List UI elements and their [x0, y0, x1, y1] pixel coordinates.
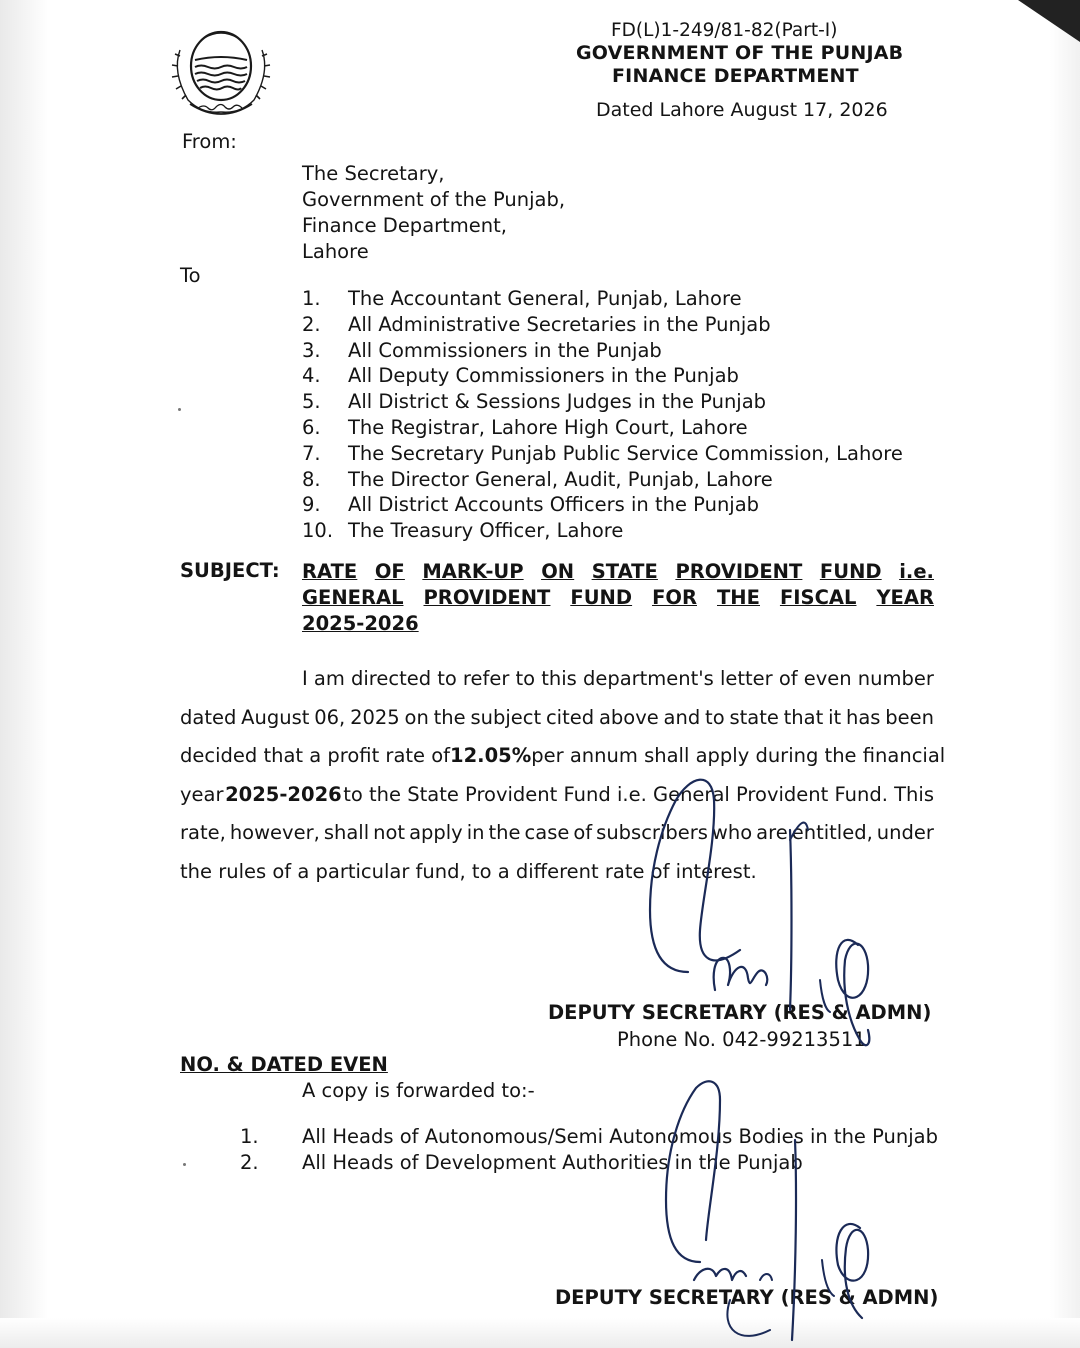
recipient-text: The Secretary Punjab Public Service Commission, Lahore	[348, 441, 903, 465]
list-item	[302, 441, 903, 467]
page-shadow-right	[1050, 0, 1080, 1348]
punjab-emblem-icon	[168, 20, 274, 120]
government-name: GOVERNMENT OF THE PUNJAB	[576, 42, 904, 64]
word: am	[313, 667, 345, 690]
word: MARK-UP	[422, 560, 524, 583]
subject-line	[302, 585, 934, 611]
body-text: to the State Provident Fund i.e. General Provident Fund. This	[343, 782, 934, 806]
body-line: the rules of a particular fund, to a different rate of interest.	[180, 859, 757, 883]
word: that	[783, 705, 824, 729]
body-text: per annum shall apply during the financial	[531, 744, 946, 767]
word: YEAR	[876, 586, 934, 609]
recipient-text: The Registrar, Lahore High Court, Lahore	[348, 415, 748, 439]
body-line	[180, 737, 946, 776]
copy-recipient: All Heads of Development Authorities in the Punjab	[302, 1151, 803, 1174]
word: to	[437, 667, 457, 690]
word: to	[705, 705, 725, 729]
page-corner	[1018, 0, 1080, 42]
page-shadow-bottom	[0, 1318, 1080, 1348]
word: under	[876, 821, 934, 844]
recipient-text: The Director General, Audit, Punjab, Lahore	[348, 467, 773, 491]
body-line	[180, 814, 934, 853]
signature-stroke	[694, 1269, 746, 1280]
word: department's	[582, 667, 714, 690]
copy-list	[240, 1124, 938, 1176]
word: state	[729, 705, 779, 729]
word: however,	[229, 821, 320, 844]
recipient-text: All Administrative Secretaries in the Punjab	[348, 312, 771, 336]
word: the	[433, 705, 466, 729]
list-number: 8.	[302, 467, 321, 491]
list-item	[302, 492, 903, 518]
copy-recipient: All Heads of Autonomous/Semi Autonomous Bodies in the Punjab	[302, 1125, 938, 1148]
word: dated	[180, 705, 237, 729]
word: case	[524, 821, 570, 844]
word: number	[857, 667, 934, 690]
to-label: To	[180, 264, 201, 287]
word: OF	[374, 560, 405, 583]
letter-body	[180, 660, 946, 891]
word: rate,	[180, 821, 226, 844]
list-number: 1.	[240, 1125, 259, 1148]
word: are	[756, 821, 788, 844]
word: FOR	[652, 586, 697, 609]
list-item	[302, 389, 903, 415]
list-number: 1.	[302, 287, 321, 310]
file-number: FD(L)1-249/81-82(Part-I)	[611, 20, 838, 41]
body-text: decided that a profit rate of	[180, 744, 451, 767]
signature-stroke	[760, 1274, 772, 1280]
body-line	[180, 660, 934, 699]
copy-forwarded-text: A copy is forwarded to:-	[302, 1079, 535, 1102]
signature-stroke	[714, 958, 768, 990]
word: in	[466, 821, 485, 844]
list-number: 9.	[302, 493, 321, 517]
word: ON	[541, 560, 575, 583]
recipient-text: The Accountant General, Punjab, Lahore	[348, 287, 742, 310]
word: GENERAL	[302, 586, 404, 609]
word: directed	[350, 667, 432, 690]
phone-number: Phone No. 042-99213511	[617, 1028, 866, 1051]
word: subject	[470, 705, 542, 729]
body-text: year	[180, 782, 224, 806]
fiscal-year: 2025-2026	[225, 782, 342, 806]
recipient-text: All Commissioners in the Punjab	[348, 338, 662, 362]
list-item	[302, 286, 903, 312]
list-number: 7.	[302, 441, 321, 465]
list-number: 3.	[302, 338, 321, 362]
word: been	[885, 705, 934, 729]
word: the	[488, 821, 521, 844]
word: STATE	[591, 560, 658, 583]
word: refer	[462, 667, 510, 690]
word: who	[711, 821, 753, 844]
body-line	[180, 776, 934, 815]
list-item	[302, 338, 903, 364]
signatory-title: DEPUTY SECRETARY (RES & ADMN)	[548, 1001, 932, 1024]
word: i.e.	[899, 560, 934, 583]
word: August	[241, 705, 310, 729]
word: I	[302, 667, 308, 690]
list-number: 2.	[302, 312, 321, 336]
word: PROVIDENT	[423, 586, 551, 609]
word: on	[404, 705, 429, 729]
list-item	[302, 363, 903, 389]
recipient-text: All District & Sessions Judges in the Punjab	[348, 390, 767, 414]
sender-line: Finance Department,	[302, 214, 507, 237]
word: has	[845, 705, 881, 729]
list-item	[302, 518, 903, 544]
recipient-list	[302, 286, 903, 544]
page-shadow-left	[0, 0, 48, 1348]
endorsement-label: NO. & DATED EVEN	[180, 1053, 388, 1076]
word: FISCAL	[779, 586, 857, 609]
word: to	[515, 667, 536, 690]
from-label: From:	[182, 130, 237, 153]
sender-address	[302, 161, 565, 265]
word: it	[828, 705, 842, 729]
word: shall	[323, 821, 370, 844]
word: and	[663, 705, 701, 729]
list-item	[302, 415, 903, 441]
scan-speck	[178, 408, 181, 411]
recipient-text: All Deputy Commissioners in the Punjab	[348, 364, 739, 388]
list-item	[240, 1150, 938, 1176]
department-name: FINANCE DEPARTMENT	[612, 65, 859, 87]
word: 06,	[314, 705, 346, 729]
word: of	[573, 821, 593, 844]
word: 2025	[350, 705, 400, 729]
word: of	[778, 667, 798, 690]
scan-speck	[183, 1163, 186, 1166]
list-item	[302, 467, 903, 493]
subject-line	[302, 559, 934, 585]
word: cited	[545, 705, 595, 729]
word: this	[541, 667, 577, 690]
word: subscribers	[596, 821, 708, 844]
word: above	[598, 705, 659, 729]
word: RATE	[302, 560, 358, 583]
word: FUND	[570, 586, 633, 609]
list-item	[240, 1124, 938, 1150]
recipient-text: All District Accounts Officers in the Punjab	[348, 493, 760, 517]
word: PROVIDENT	[675, 560, 803, 583]
subject-line: 2025-2026	[302, 612, 419, 635]
list-item	[302, 312, 903, 338]
sender-line: The Secretary,	[302, 162, 445, 185]
word: letter	[719, 667, 773, 690]
list-number: 10.	[302, 519, 334, 543]
word: entitled,	[791, 821, 873, 844]
profit-rate: 12.05%	[450, 744, 532, 767]
list-number: 4.	[302, 364, 321, 388]
word: not	[373, 821, 406, 844]
body-line	[180, 699, 934, 738]
list-number: 2.	[240, 1151, 259, 1174]
word: FUND	[819, 560, 882, 583]
word: even	[803, 667, 852, 690]
word: apply	[409, 821, 463, 844]
letter-date: Dated Lahore August 17, 2026	[596, 99, 888, 121]
list-number: 5.	[302, 390, 321, 414]
list-number: 6.	[302, 415, 321, 439]
recipient-text: The Treasury Officer, Lahore	[348, 519, 624, 543]
word: THE	[717, 586, 760, 609]
subject-heading	[302, 559, 934, 637]
sender-line: Government of the Punjab,	[302, 188, 566, 211]
signatory-title-2: DEPUTY SECRETARY (RES & ADMN)	[555, 1286, 939, 1309]
sender-line: Lahore	[302, 240, 369, 263]
subject-label: SUBJECT:	[180, 559, 280, 582]
